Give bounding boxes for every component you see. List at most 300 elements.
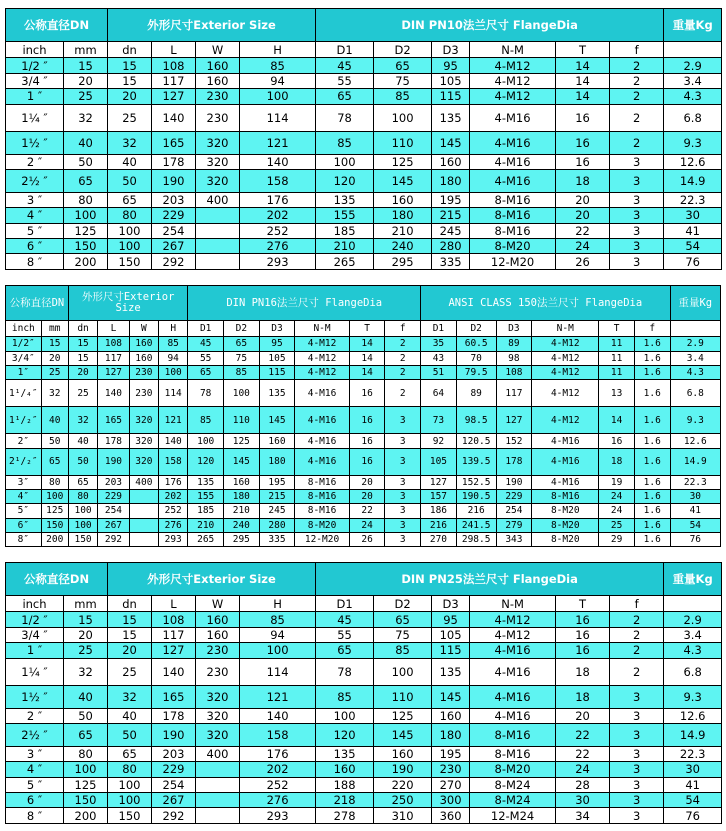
table-cell: 85	[224, 365, 260, 379]
table-row	[6, 746, 722, 761]
table-cell: 3	[385, 407, 421, 434]
table-cell: 230	[196, 658, 240, 686]
table-cell: 15	[64, 612, 108, 627]
table-cell: 6.8	[670, 379, 720, 406]
table-row	[6, 407, 721, 434]
table-cell: 292	[98, 532, 129, 546]
table-cell: 203	[152, 192, 196, 207]
table-cell: 145	[374, 170, 432, 193]
table-row	[6, 192, 722, 207]
table-cell: 4.3	[664, 643, 722, 658]
table-cell: 16	[349, 448, 385, 475]
table-cell: 12-M20	[470, 254, 556, 270]
table-cell: 65	[316, 643, 374, 658]
table-cell: 4-M12	[532, 337, 599, 351]
table-cell: 6.8	[664, 104, 722, 132]
table-cell: 195	[259, 475, 295, 489]
table-cell: 176	[240, 192, 316, 207]
table-cell: 15	[108, 627, 152, 642]
table-body	[6, 337, 721, 547]
table-cell: 210	[188, 518, 224, 532]
table-cell: 50	[64, 154, 108, 169]
table-cell: 41	[664, 223, 722, 238]
table-cell: 25	[108, 658, 152, 686]
table-cell: 14.9	[664, 724, 722, 747]
table-cell: 152	[496, 434, 532, 448]
table-cell: 241.5	[456, 518, 496, 532]
table-cell: 78	[316, 104, 374, 132]
table-cell: 3	[610, 223, 664, 238]
table-cell: 40	[108, 708, 152, 723]
table-cell: 54	[664, 793, 722, 808]
table-cell: 165	[152, 686, 196, 709]
header-weight: 重量Kg	[664, 563, 722, 596]
table-cell: 2	[610, 132, 664, 155]
table-cell: 135	[432, 104, 470, 132]
column-header-cell: D2	[374, 595, 432, 611]
table-cell: 108	[98, 337, 129, 351]
table-row	[6, 89, 722, 104]
column-header-cell: H	[240, 595, 316, 611]
table-cell: 110	[374, 132, 432, 155]
table-cell: 4.3	[664, 89, 722, 104]
table-row	[6, 132, 722, 155]
table-cell: 100	[64, 762, 108, 777]
table-cell: 4-M12	[295, 365, 350, 379]
table-cell: 229	[98, 490, 129, 504]
table-cell: 110	[224, 407, 260, 434]
table-cell: 1.6	[634, 518, 670, 532]
table-cell: 94	[159, 351, 188, 365]
table-cell: 267	[152, 239, 196, 254]
table-cell: 98	[496, 351, 532, 365]
table-cell: 25	[68, 379, 97, 406]
table-cell: 15	[68, 351, 97, 365]
table-cell: 22	[556, 746, 610, 761]
table-cell: 85	[240, 612, 316, 627]
table-cell: 18	[599, 448, 635, 475]
table-cell: 125	[374, 708, 432, 723]
table-cell: 1.6	[634, 407, 670, 434]
table-cell: 178	[152, 154, 196, 169]
table-cell: 230	[129, 379, 158, 406]
table-cell: 3	[610, 154, 664, 169]
table-cell: 12.6	[664, 708, 722, 723]
table-cell: 2	[385, 365, 421, 379]
column-header-cell: D3	[432, 41, 470, 57]
table-cell: 3	[610, 192, 664, 207]
column-header-cell: W	[129, 320, 158, 336]
table-cell: 4-M16	[532, 448, 599, 475]
table-cell: 32	[41, 379, 68, 406]
table-cell: 55	[316, 73, 374, 88]
table-row	[6, 724, 722, 747]
table-cell: 26	[556, 254, 610, 270]
table-cell: 4-M12	[295, 351, 350, 365]
table-row	[6, 170, 722, 193]
table-cell: 278	[316, 808, 374, 824]
table-cell: 85	[374, 89, 432, 104]
header-exterior-size: 外形尺寸Exterior Size	[108, 9, 316, 42]
table-cell: 95	[432, 612, 470, 627]
table-cell: 9.3	[664, 686, 722, 709]
table-cell: 135	[259, 379, 295, 406]
table-cell: 190.5	[456, 490, 496, 504]
table-cell: 292	[152, 254, 196, 270]
table-cell: 92	[421, 434, 457, 448]
table-cell: 150	[64, 793, 108, 808]
table-cell: 152.5	[456, 475, 496, 489]
table-cell: 265	[188, 532, 224, 546]
column-header-cell: L	[98, 320, 129, 336]
table-cell: 4-M12	[470, 58, 556, 73]
table-cell: 160	[196, 73, 240, 88]
table-cell: 160	[129, 351, 158, 365]
table-cell: 140	[98, 379, 129, 406]
table-cell: 20	[349, 475, 385, 489]
table-cell: 320	[196, 132, 240, 155]
table-cell: 185	[188, 504, 224, 518]
table-cell: 3	[610, 254, 664, 270]
table-cell: 220	[374, 777, 432, 792]
table-cell: 229	[496, 490, 532, 504]
table-cell: 254	[98, 504, 129, 518]
table-row	[6, 448, 721, 475]
table-cell: 117	[152, 73, 196, 88]
table-cell: 2 ″	[6, 154, 64, 169]
table-cell: 94	[240, 73, 316, 88]
table-cell: 24	[349, 518, 385, 532]
table-cell: 4-M16	[470, 170, 556, 193]
table-cell: 8-M20	[470, 239, 556, 254]
table-cell: 135	[432, 658, 470, 686]
table-cell: 115	[432, 643, 470, 658]
table-cell: 16	[556, 154, 610, 169]
table-cell: 295	[374, 254, 432, 270]
table-cell: 218	[316, 793, 374, 808]
table-cell: 140	[152, 104, 196, 132]
table-row	[6, 365, 721, 379]
table-cell: 180	[224, 490, 260, 504]
table-row	[6, 686, 722, 709]
table-cell: 229	[152, 208, 196, 223]
table-cell: 8-M16	[470, 223, 556, 238]
table-cell: 100	[316, 154, 374, 169]
table-cell: 127	[496, 407, 532, 434]
table-cell: 80	[64, 746, 108, 761]
table-cell: 2½ ″	[6, 724, 64, 747]
table-cell: 18	[556, 658, 610, 686]
table-cell: 40	[41, 407, 68, 434]
column-header-cell: D1	[188, 320, 224, 336]
table-cell: 190	[152, 170, 196, 193]
table-cell: 115	[259, 365, 295, 379]
table-cell: 2	[610, 104, 664, 132]
table-cell: 6 ″	[6, 793, 64, 808]
table-cell: 108	[152, 58, 196, 73]
table-cell: 292	[152, 808, 196, 824]
table-cell: 3	[385, 434, 421, 448]
table-cell: 4-M16	[470, 658, 556, 686]
table-cell: 5 ″	[6, 223, 64, 238]
table-cell: 195	[432, 192, 470, 207]
table-row	[6, 658, 722, 686]
table-cell: 135	[316, 746, 374, 761]
table-cell: 65	[64, 170, 108, 193]
table-cell: 320	[196, 154, 240, 169]
table-cell: 1/2 ″	[6, 612, 64, 627]
table-cell: 8-M24	[470, 777, 556, 792]
table-cell: 2.9	[670, 337, 720, 351]
table-cell: 43	[421, 351, 457, 365]
table-cell: 230	[196, 89, 240, 104]
table-cell: 178	[152, 708, 196, 723]
table-cell: 40	[64, 686, 108, 709]
table-cell: 320	[129, 407, 158, 434]
table-cell: 267	[152, 793, 196, 808]
table-cell: 1 ″	[6, 89, 64, 104]
table-cell: 4-M16	[470, 708, 556, 723]
table-cell: 2	[610, 627, 664, 642]
column-header-row	[6, 320, 721, 336]
table-cell: 4-M16	[532, 475, 599, 489]
table-cell: 6.8	[664, 658, 722, 686]
table-cell: 185	[316, 223, 374, 238]
header-din-flange-dia: DIN PN16法兰尺寸 FlangeDia	[188, 286, 421, 321]
table-row	[6, 627, 722, 642]
table-cell: 108	[496, 365, 532, 379]
table-cell: 76	[664, 808, 722, 824]
table-cell: 3.4	[664, 627, 722, 642]
table-cell: 165	[98, 407, 129, 434]
table-cell: 140	[159, 434, 188, 448]
table-cell: 160	[224, 475, 260, 489]
table-cell: 40	[64, 132, 108, 155]
table-cell: 8-M16	[470, 208, 556, 223]
table-cell: 1.6	[634, 490, 670, 504]
table-cell: 65	[41, 448, 68, 475]
table-cell: 12-M20	[295, 532, 350, 546]
column-header-cell: D1	[316, 595, 374, 611]
column-header-cell: dn	[108, 595, 152, 611]
table-cell	[196, 239, 240, 254]
table-cell: 117	[152, 627, 196, 642]
table-cell: 2	[610, 73, 664, 88]
table-cell: 4-M12	[532, 407, 599, 434]
table-cell: 400	[129, 475, 158, 489]
table-cell: 11	[599, 351, 635, 365]
table-cell: 360	[432, 808, 470, 824]
table-cell: 89	[456, 379, 496, 406]
table-cell: 65	[108, 746, 152, 761]
table-cell: 1.6	[634, 448, 670, 475]
table-cell: 24	[556, 239, 610, 254]
table-cell: 94	[240, 627, 316, 642]
table-cell: 140	[240, 154, 316, 169]
table-cell: 32	[108, 686, 152, 709]
table-cell: 8-M24	[470, 793, 556, 808]
table-row	[6, 239, 722, 254]
header-ansi-flange-dia: ANSI CLASS 150法兰尺寸 FlangeDia	[421, 286, 670, 321]
table-cell: 65	[374, 612, 432, 627]
table-cell: 14	[599, 407, 635, 434]
table-cell: 140	[240, 708, 316, 723]
column-header-cell: inch	[6, 41, 64, 57]
table-cell: 22.3	[664, 192, 722, 207]
table-row	[6, 490, 721, 504]
table-cell: 16	[556, 104, 610, 132]
table-cell: 11	[599, 337, 635, 351]
table-cell: 22	[556, 223, 610, 238]
table-cell: 2¹/₂″	[6, 448, 42, 475]
table-cell: 2.9	[664, 58, 722, 73]
table-cell: 85	[240, 58, 316, 73]
table-cell: 95	[259, 337, 295, 351]
column-header-cell	[664, 41, 722, 57]
table-cell: 14	[349, 351, 385, 365]
table-cell: 16	[556, 132, 610, 155]
table-cell: 190	[374, 762, 432, 777]
table-cell: 14.9	[664, 170, 722, 193]
table-cell: 210	[316, 239, 374, 254]
table-cell: 1¼ ″	[6, 658, 64, 686]
table-cell: 75	[374, 73, 432, 88]
table-cell: 3/4″	[6, 351, 42, 365]
table-cell: 5″	[6, 504, 42, 518]
table-cell: 14	[556, 73, 610, 88]
table-cell	[129, 504, 158, 518]
table-cell: 24	[556, 762, 610, 777]
table-cell: 155	[316, 208, 374, 223]
table-cell: 50	[68, 448, 97, 475]
table-cell: 100	[68, 504, 97, 518]
table-cell: 3	[610, 746, 664, 761]
table-cell: 4-M16	[532, 434, 599, 448]
table-cell: 28	[556, 777, 610, 792]
table-cell: 100	[159, 365, 188, 379]
table-row	[6, 379, 721, 406]
table-cell: 3	[610, 777, 664, 792]
table-cell: 2	[385, 351, 421, 365]
table-cell: 160	[196, 58, 240, 73]
table-cell: 298.5	[456, 532, 496, 546]
table-cell: 80	[108, 762, 152, 777]
column-header-cell: N-M	[470, 595, 556, 611]
table-cell: 195	[432, 746, 470, 761]
table-cell: 20	[68, 365, 97, 379]
table-cell: 80	[68, 490, 97, 504]
table-cell: 160	[432, 154, 470, 169]
table-cell: 295	[224, 532, 260, 546]
table-cell: 1″	[6, 365, 42, 379]
table-cell: 80	[64, 192, 108, 207]
column-header-cell: H	[159, 320, 188, 336]
table-cell: 65	[374, 58, 432, 73]
table-cell: 186	[421, 504, 457, 518]
table-cell: 40	[108, 154, 152, 169]
table-cell: 165	[152, 132, 196, 155]
flange-table-pn16-ansi150	[5, 285, 721, 547]
table-row	[6, 58, 722, 73]
table-cell: 4 ″	[6, 762, 64, 777]
table-cell: 20	[108, 89, 152, 104]
header-exterior-size: 外形尺寸Exterior Size	[108, 563, 316, 596]
table-cell: 20	[108, 643, 152, 658]
table-cell: 12.6	[664, 154, 722, 169]
table-cell: 3	[385, 504, 421, 518]
table-cell: 76	[664, 254, 722, 270]
table-cell: 60.5	[456, 337, 496, 351]
table-cell: 3 ″	[6, 192, 64, 207]
table-cell: 19	[599, 475, 635, 489]
table-cell: 6″	[6, 518, 42, 532]
table-cell: 293	[240, 808, 316, 824]
table-cell: 276	[240, 793, 316, 808]
table-cell: 215	[432, 208, 470, 223]
table-cell: 230	[196, 104, 240, 132]
table-cell: 2	[610, 58, 664, 73]
table-cell: 100	[188, 434, 224, 448]
table-cell: 252	[240, 777, 316, 792]
table-row	[6, 643, 722, 658]
table-cell: 150	[41, 518, 68, 532]
table-cell: 8-M16	[295, 490, 350, 504]
table-cell: 293	[240, 254, 316, 270]
column-header-cell: W	[196, 41, 240, 57]
table-cell: 200	[64, 254, 108, 270]
table-cell: 3.4	[664, 73, 722, 88]
table-cell: 4-M16	[295, 448, 350, 475]
table-cell: 180	[259, 448, 295, 475]
table-cell: 8-M20	[295, 518, 350, 532]
table-cell: 150	[64, 239, 108, 254]
table-cell: 279	[496, 518, 532, 532]
table-cell: 34	[556, 808, 610, 824]
table-cell: 100	[108, 793, 152, 808]
table-cell: 41	[664, 777, 722, 792]
column-header-cell: D2	[374, 41, 432, 57]
table-cell: 210	[374, 223, 432, 238]
column-header-cell: D3	[259, 320, 295, 336]
table-cell: 18	[556, 170, 610, 193]
table-cell: 160	[259, 434, 295, 448]
table-cell: 76	[670, 532, 720, 546]
table-cell: 4-M16	[470, 154, 556, 169]
header-nominal-diameter: 公称直径DN	[6, 9, 108, 42]
column-header-cell: D3	[496, 320, 532, 336]
table-cell: 65	[188, 365, 224, 379]
table-cell: 2 ″	[6, 708, 64, 723]
table-cell: 4-M16	[470, 132, 556, 155]
table-row	[6, 475, 721, 489]
table-cell: 25	[64, 89, 108, 104]
table-cell: 4-M12	[532, 351, 599, 365]
table-cell: 20	[64, 73, 108, 88]
table-cell: 400	[196, 746, 240, 761]
table-cell	[196, 777, 240, 792]
table-cell: 188	[316, 777, 374, 792]
column-header-cell: L	[152, 41, 196, 57]
table-cell: 100	[316, 708, 374, 723]
table-cell: 4-M12	[295, 337, 350, 351]
table-cell: 20	[556, 192, 610, 207]
table-cell: 203	[152, 746, 196, 761]
table-cell: 11	[599, 365, 635, 379]
table-cell: 100	[108, 239, 152, 254]
table-cell: 178	[496, 448, 532, 475]
table-row	[6, 518, 721, 532]
table-cell: 254	[152, 777, 196, 792]
